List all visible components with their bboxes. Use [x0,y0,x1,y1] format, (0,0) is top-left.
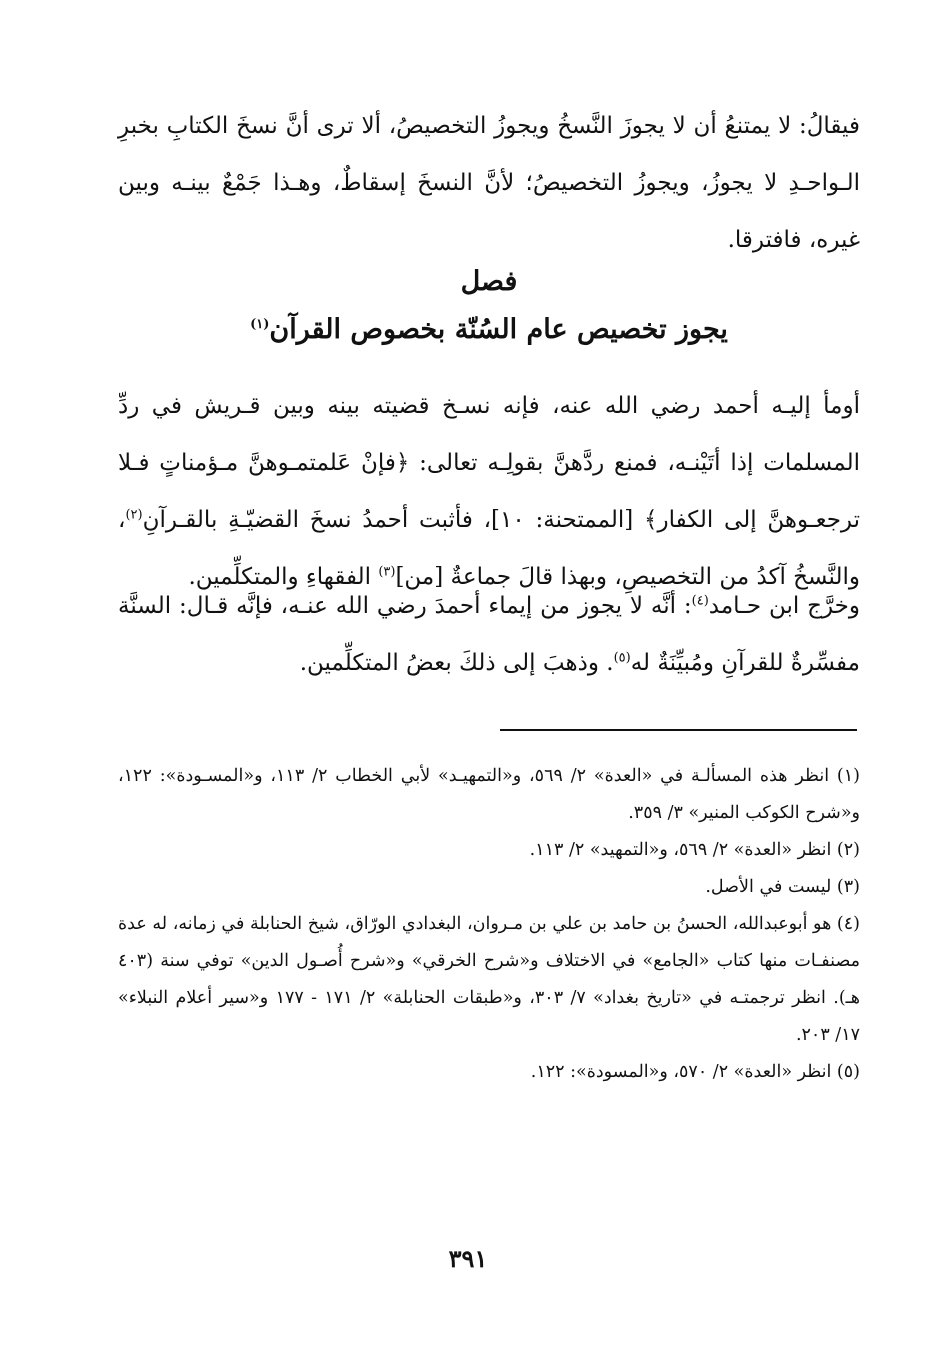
paragraph-3 [118,578,860,692]
footnote-ref-5: (٥) [613,650,631,666]
paragraph-3-part-2: : أنَّه لا يجوز من إيماء أحمدَ رضي الله عنـه، فإنَّه قـال: السنَّة مفسِّرةٌ للقرآنِ ومُبيِّنَةٌ له [118,593,860,676]
paragraph-2-part-2: ، والنَّسخُ آكدُ من التخصيصِ، وبهذا قالَ جماعةٌ [من] [118,507,860,590]
section-subheading [118,310,860,350]
footnote-separator [500,729,857,731]
footnote-ref-1: (١) [250,317,270,332]
footnote-ref-4: (٤) [691,593,709,609]
footnote-5: (٥) انظر «العدة» ٢/ ٥٧٠، و«المسودة»: ١٢٢. [530,1062,860,1082]
paragraph-3-part-1: وخرَّج ابن حـامد [708,593,861,619]
footnote-4: (٤) هو أبوعبدالله، الحسنُ بن حامد بن علي بن مـروان، البغدادي الورّاق، شيخ الحنابلة في زمانه، له عدة مصنفـات منها كتاب «الجامع» في الاختلاف و«شرح الخرقي» و«شرح أُصـول الدين» توفي سنة (٤٠٣ هـ). انظر ترجمتـه في «تاريخ بغداد» ٧/ ٣٠٣، و«طبقات الحنابلة» ٢/ ١٧١ - ١٧٧ و«سير أعلام النبلاء» ١٧/ ٢٠٣. [118,914,860,1045]
footnote-2: (٢) انظر «العدة» ٢/ ٥٦٩، و«التمهيد» ٢/ ١١٣. [529,840,860,860]
footnote-ref-2: (٢) [125,507,143,523]
footnotes [118,758,860,1091]
footnote-1: (١) انظر هذه المسألـة في «العدة» ٢/ ٥٦٩، و«التمهيـد» لأبي الخطاب ٢/ ١١٣، و«المسـودة»: ١٢٢، و«شرح الكوكب المنير» ٣/ ٣٥٩. [118,766,860,823]
section-heading: فصل [460,266,518,297]
paragraph-1: فيقالُ: لا يمتنعُ أن لا يجوزَ النَّسخُ ويجوزُ التخصيصُ، ألا ترى أنَّ نسخَ الكتابِ بخبرِ الـواحـدِ لا يجوزُ، ويجوزُ التخصيصُ؛ لأنَّ النسخَ إسقاطٌ، وهـذا جَمْعٌ بينـه وبين غيره، فافترقا. [118,113,860,253]
paragraph-2-part-1: أومأ إليـه أحمد رضي الله عنه، فإنه نسـخ قضيته بينه وبين قـريش في ردِّ المسلمات إذا أتَيْنـه، فمنع ردَّهنَّ بقولِـه تعالى: ﴿فإنْ عَلمتمـوهنَّ مـؤمناتٍ فـلا ترجعـوهنَّ إلى الكفار﴾ [الممتحنة: ١٠]، فأثبت أحمدُ نسخَ القضيّـةِ بالقـرآنِ [118,393,861,533]
footnote-ref-3: (٣) [378,564,396,580]
paragraph-2-part-3: الفقهاءِ والمتكلِّمين. [188,564,379,590]
page-number: ٣٩١ [448,1244,488,1273]
paragraph-3-part-3: . وذهبَ إلى ذلكَ بعضُ المتكلِّمين. [299,650,614,676]
footnote-3: (٣) ليست في الأصل. [705,877,860,897]
subheading-text: يجوز تخصيص عام السُنّة بخصوص القرآن [269,314,728,345]
